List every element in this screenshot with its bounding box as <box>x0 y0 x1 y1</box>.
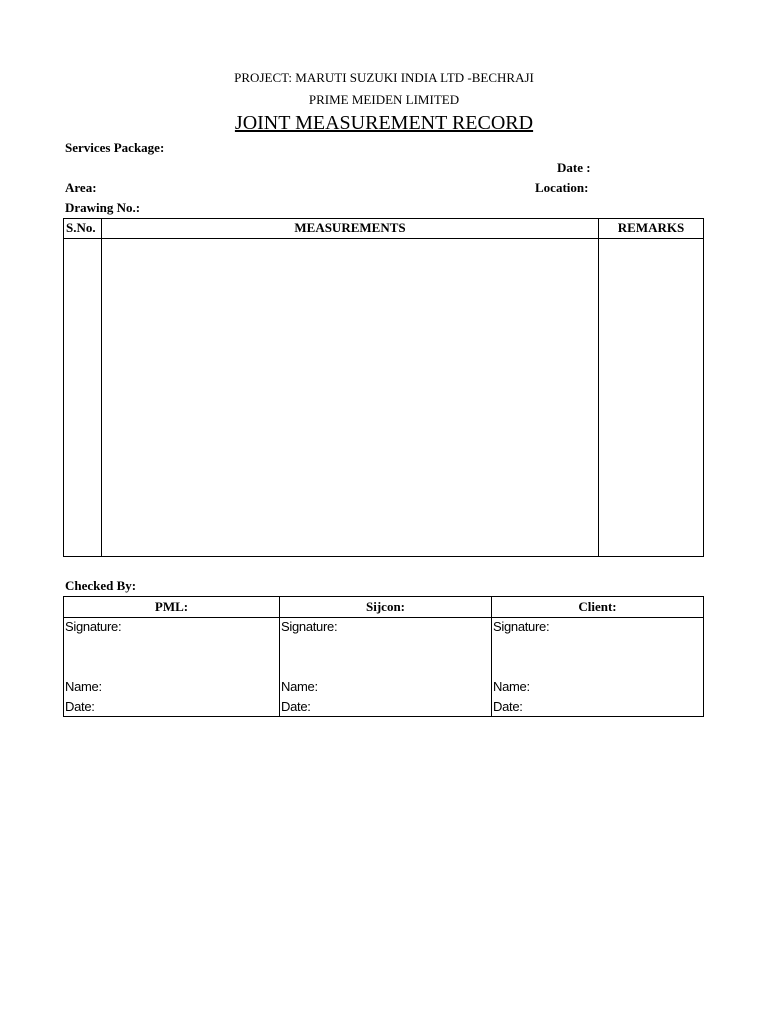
services-package-label: Services Package: <box>65 140 165 155</box>
company-line: PRIME MEIDEN LIMITED <box>308 92 460 107</box>
client-signature-label: Signature: <box>493 619 550 634</box>
pml-signature-label: Signature: <box>65 619 122 634</box>
checked-by-table <box>63 596 704 717</box>
location-label: Location: <box>535 180 589 195</box>
sno-header: S.No. <box>66 220 96 235</box>
pml-header: PML: <box>154 599 189 614</box>
drawing-no-label: Drawing No.: <box>65 200 141 215</box>
client-name-label: Name: <box>493 679 530 694</box>
sijcon-date-label: Date: <box>281 699 311 714</box>
table-header-divider <box>64 238 703 239</box>
pml-date-label: Date: <box>65 699 95 714</box>
client-header: Client: <box>578 599 617 614</box>
date-label: Date : <box>557 160 591 175</box>
project-line: PROJECT: MARUTI SUZUKI INDIA LTD -BECHRAJI <box>234 70 534 85</box>
table-header-divider <box>64 617 703 618</box>
sijcon-name-label: Name: <box>281 679 318 694</box>
column-divider <box>598 219 599 556</box>
sijcon-signature-label: Signature: <box>281 619 338 634</box>
pml-name-label: Name: <box>65 679 102 694</box>
column-divider <box>101 219 102 556</box>
measurement-table <box>63 218 704 557</box>
area-label: Area: <box>65 180 97 195</box>
page-title: JOINT MEASUREMENT RECORD <box>234 112 534 134</box>
checked-by-label: Checked By: <box>65 578 137 593</box>
sijcon-header: Sijcon: <box>366 599 405 614</box>
remarks-header: REMARKS <box>617 220 685 235</box>
client-date-label: Date: <box>493 699 523 714</box>
measurements-header: MEASUREMENTS <box>294 220 406 235</box>
